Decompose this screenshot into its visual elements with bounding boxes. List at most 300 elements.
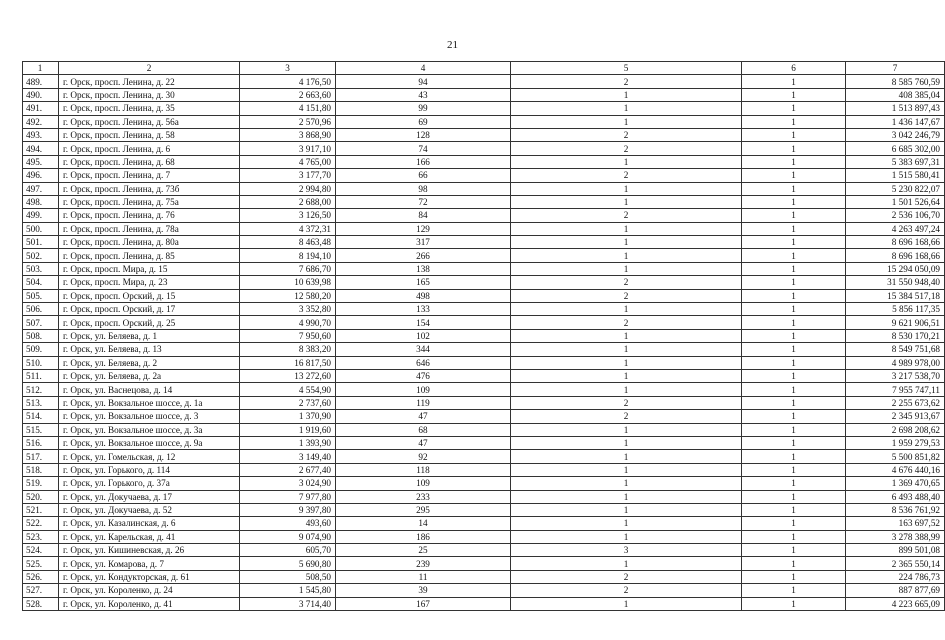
cell-count-6: 1 [742,209,846,222]
cell-area: 5 690,80 [240,557,336,570]
cell-residents: 72 [336,195,511,208]
cell-count-6: 1 [742,544,846,557]
cell-count-5: 1 [511,436,742,449]
column-header-2: 2 [59,62,240,75]
cell-count-6: 1 [742,343,846,356]
cell-area: 10 639,98 [240,276,336,289]
cell-area: 4 151,80 [240,102,336,115]
cell-residents: 266 [336,249,511,262]
cell-row-number: 528. [23,597,59,610]
cell-count-6: 1 [742,195,846,208]
cell-residents: 11 [336,570,511,583]
cell-count-5: 1 [511,195,742,208]
cell-count-6: 1 [742,262,846,275]
cell-count-6: 1 [742,503,846,516]
cell-address: г. Орск, просп. Ленина, д. 6 [59,142,240,155]
cell-amount: 163 697,52 [846,517,945,530]
cell-row-number: 492. [23,115,59,128]
cell-area: 9 397,80 [240,503,336,516]
cell-address: г. Орск, просп. Орский, д. 25 [59,316,240,329]
cell-address: г. Орск, ул. Кишиневская, д. 26 [59,544,240,557]
table-body [23,75,945,611]
cell-address: г. Орск, ул. Горького, д. 37а [59,477,240,490]
cell-count-6: 1 [742,463,846,476]
cell-area: 2 737,60 [240,396,336,409]
cell-residents: 47 [336,410,511,423]
cell-area: 4 765,00 [240,155,336,168]
cell-residents: 109 [336,383,511,396]
cell-count-5: 2 [511,75,742,88]
cell-residents: 98 [336,182,511,195]
table-row [23,423,945,436]
cell-residents: 317 [336,236,511,249]
cell-address: г. Орск, просп. Ленина, д. 73б [59,182,240,195]
cell-count-5: 1 [511,463,742,476]
cell-area: 2 570,96 [240,115,336,128]
cell-amount: 5 383 697,31 [846,155,945,168]
cell-area: 2 663,60 [240,88,336,101]
cell-row-number: 506. [23,303,59,316]
cell-address: г. Орск, ул. Вокзальное шоссе, д. 9а [59,436,240,449]
cell-row-number: 504. [23,276,59,289]
cell-area: 4 176,50 [240,75,336,88]
column-header-1: 1 [23,62,59,75]
cell-area: 16 817,50 [240,356,336,369]
cell-count-5: 1 [511,450,742,463]
cell-area: 7 686,70 [240,262,336,275]
table-row [23,597,945,610]
cell-row-number: 503. [23,262,59,275]
cell-row-number: 526. [23,570,59,583]
cell-count-5: 1 [511,182,742,195]
cell-count-6: 1 [742,249,846,262]
cell-residents: 154 [336,316,511,329]
cell-residents: 344 [336,343,511,356]
cell-address: г. Орск, просп. Орский, д. 17 [59,303,240,316]
cell-row-number: 511. [23,369,59,382]
cell-count-5: 1 [511,155,742,168]
cell-address: г. Орск, ул. Вокзальное шоссе, д. 3а [59,423,240,436]
cell-address: г. Орск, просп. Ленина, д. 35 [59,102,240,115]
cell-count-6: 1 [742,490,846,503]
cell-address: г. Орск, просп. Ленина, д. 22 [59,75,240,88]
cell-area: 2 688,00 [240,195,336,208]
cell-row-number: 500. [23,222,59,235]
cell-amount: 7 955 747,11 [846,383,945,396]
cell-residents: 14 [336,517,511,530]
cell-count-5: 2 [511,142,742,155]
table-row [23,584,945,597]
cell-amount: 8 530 170,21 [846,329,945,342]
table-row [23,544,945,557]
cell-address: г. Орск, просп. Ленина, д. 68 [59,155,240,168]
cell-count-6: 1 [742,396,846,409]
cell-row-number: 509. [23,343,59,356]
cell-count-6: 1 [742,303,846,316]
cell-row-number: 515. [23,423,59,436]
cell-amount: 1 436 147,67 [846,115,945,128]
cell-area: 4 372,31 [240,222,336,235]
cell-residents: 295 [336,503,511,516]
cell-address: г. Орск, просп. Ленина, д. 78а [59,222,240,235]
cell-area: 1 393,90 [240,436,336,449]
cell-count-6: 1 [742,182,846,195]
table-row [23,450,945,463]
cell-count-5: 1 [511,249,742,262]
cell-residents: 43 [336,88,511,101]
table-row [23,490,945,503]
cell-residents: 233 [336,490,511,503]
cell-count-5: 1 [511,383,742,396]
cell-count-5: 1 [511,530,742,543]
cell-amount: 1 513 897,43 [846,102,945,115]
cell-count-6: 1 [742,436,846,449]
table-row [23,356,945,369]
cell-row-number: 491. [23,102,59,115]
cell-area: 508,50 [240,570,336,583]
cell-address: г. Орск, ул. Карельская, д. 41 [59,530,240,543]
cell-area: 2 994,80 [240,182,336,195]
table-row [23,142,945,155]
cell-amount: 408 385,04 [846,88,945,101]
cell-amount: 9 621 906,51 [846,316,945,329]
cell-count-6: 1 [742,517,846,530]
cell-residents: 66 [336,169,511,182]
cell-amount: 6 493 488,40 [846,490,945,503]
table-row [23,383,945,396]
cell-area: 4 554,90 [240,383,336,396]
cell-count-6: 1 [742,142,846,155]
table-row [23,182,945,195]
cell-count-5: 1 [511,477,742,490]
table-row [23,75,945,88]
cell-residents: 119 [336,396,511,409]
cell-row-number: 505. [23,289,59,302]
cell-residents: 69 [336,115,511,128]
cell-area: 3 126,50 [240,209,336,222]
cell-address: г. Орск, ул. Горького, д. 114 [59,463,240,476]
table-row [23,517,945,530]
cell-row-number: 514. [23,410,59,423]
cell-address: г. Орск, ул. Короленко, д. 41 [59,597,240,610]
cell-address: г. Орск, ул. Кондукторская, д. 61 [59,570,240,583]
cell-amount: 3 278 388,99 [846,530,945,543]
table-row [23,570,945,583]
table-row [23,477,945,490]
table-row [23,316,945,329]
table-row [23,396,945,409]
column-header-3: 3 [240,62,336,75]
cell-residents: 138 [336,262,511,275]
cell-row-number: 495. [23,155,59,168]
header-row [23,62,945,75]
cell-amount: 8 549 751,68 [846,343,945,356]
column-header-7: 7 [846,62,945,75]
cell-count-6: 1 [742,289,846,302]
cell-area: 8 383,20 [240,343,336,356]
column-header-6: 6 [742,62,846,75]
cell-address: г. Орск, просп. Ленина, д. 75а [59,195,240,208]
cell-count-6: 1 [742,155,846,168]
cell-amount: 5 500 851,82 [846,450,945,463]
cell-row-number: 497. [23,182,59,195]
cell-count-5: 1 [511,115,742,128]
cell-residents: 476 [336,369,511,382]
cell-amount: 1 959 279,53 [846,436,945,449]
cell-area: 3 868,90 [240,128,336,141]
cell-count-5: 1 [511,423,742,436]
table-row [23,303,945,316]
cell-count-5: 1 [511,356,742,369]
table-row [23,369,945,382]
cell-count-6: 1 [742,75,846,88]
table-row [23,262,945,275]
table-row [23,222,945,235]
cell-row-number: 499. [23,209,59,222]
cell-amount: 3 217 538,70 [846,369,945,382]
cell-address: г. Орск, просп. Орский, д. 15 [59,289,240,302]
cell-amount: 3 042 246,79 [846,128,945,141]
cell-area: 605,70 [240,544,336,557]
cell-count-6: 1 [742,316,846,329]
cell-count-5: 1 [511,88,742,101]
cell-count-5: 1 [511,597,742,610]
cell-row-number: 517. [23,450,59,463]
cell-area: 3 714,40 [240,597,336,610]
cell-area: 3 024,90 [240,477,336,490]
table-row [23,88,945,101]
cell-area: 2 677,40 [240,463,336,476]
cell-residents: 118 [336,463,511,476]
cell-count-5: 2 [511,584,742,597]
cell-amount: 31 550 948,40 [846,276,945,289]
cell-amount: 2 698 208,62 [846,423,945,436]
cell-row-number: 519. [23,477,59,490]
table-row [23,503,945,516]
cell-residents: 68 [336,423,511,436]
cell-count-5: 1 [511,222,742,235]
cell-count-6: 1 [742,410,846,423]
cell-count-6: 1 [742,383,846,396]
cell-amount: 1 515 580,41 [846,169,945,182]
cell-amount: 8 696 168,66 [846,249,945,262]
cell-address: г. Орск, ул. Гомельская, д. 12 [59,450,240,463]
cell-count-5: 2 [511,276,742,289]
cell-count-5: 1 [511,262,742,275]
cell-residents: 74 [336,142,511,155]
page-number: 21 [447,39,458,51]
cell-residents: 47 [336,436,511,449]
cell-address: г. Орск, ул. Короленко, д. 24 [59,584,240,597]
cell-address: г. Орск, просп. Ленина, д. 80а [59,236,240,249]
cell-address: г. Орск, просп. Ленина, д. 30 [59,88,240,101]
column-header-4: 4 [336,62,511,75]
cell-row-number: 507. [23,316,59,329]
table-row [23,128,945,141]
table-row [23,169,945,182]
cell-count-6: 1 [742,128,846,141]
cell-count-5: 1 [511,236,742,249]
cell-count-5: 1 [511,329,742,342]
cell-count-6: 1 [742,450,846,463]
cell-amount: 8 585 760,59 [846,75,945,88]
cell-address: г. Орск, просп. Мира, д. 15 [59,262,240,275]
column-header-5: 5 [511,62,742,75]
cell-count-5: 1 [511,303,742,316]
table-row [23,530,945,543]
cell-count-5: 1 [511,517,742,530]
table-row [23,343,945,356]
cell-amount: 15 294 050,09 [846,262,945,275]
cell-count-5: 2 [511,570,742,583]
table-row [23,249,945,262]
cell-count-5: 3 [511,544,742,557]
cell-row-number: 518. [23,463,59,476]
cell-count-6: 1 [742,169,846,182]
cell-address: г. Орск, просп. Мира, д. 23 [59,276,240,289]
cell-address: г. Орск, просп. Ленина, д. 56а [59,115,240,128]
cell-count-6: 1 [742,222,846,235]
cell-count-6: 1 [742,102,846,115]
cell-area: 13 272,60 [240,369,336,382]
cell-residents: 498 [336,289,511,302]
cell-count-5: 1 [511,369,742,382]
cell-count-6: 1 [742,584,846,597]
cell-area: 1 919,60 [240,423,336,436]
table-row [23,436,945,449]
cell-row-number: 490. [23,88,59,101]
cell-residents: 166 [336,155,511,168]
cell-area: 3 149,40 [240,450,336,463]
cell-amount: 899 501,08 [846,544,945,557]
register-table [22,61,945,611]
cell-address: г. Орск, ул. Беляева, д. 13 [59,343,240,356]
table-row [23,155,945,168]
cell-count-6: 1 [742,329,846,342]
cell-address: г. Орск, просп. Ленина, д. 58 [59,128,240,141]
cell-count-6: 1 [742,477,846,490]
cell-amount: 8 536 761,92 [846,503,945,516]
cell-count-5: 1 [511,102,742,115]
cell-row-number: 493. [23,128,59,141]
cell-count-6: 1 [742,276,846,289]
cell-row-number: 520. [23,490,59,503]
cell-area: 7 950,60 [240,329,336,342]
cell-count-6: 1 [742,356,846,369]
cell-count-6: 1 [742,88,846,101]
cell-residents: 239 [336,557,511,570]
cell-count-6: 1 [742,557,846,570]
cell-count-5: 1 [511,343,742,356]
cell-count-5: 1 [511,557,742,570]
table-row [23,329,945,342]
cell-row-number: 496. [23,169,59,182]
cell-residents: 25 [336,544,511,557]
table-row [23,463,945,476]
cell-row-number: 489. [23,75,59,88]
cell-area: 3 352,80 [240,303,336,316]
cell-count-6: 1 [742,115,846,128]
cell-row-number: 522. [23,517,59,530]
cell-address: г. Орск, ул. Казалинская, д. 6 [59,517,240,530]
cell-count-6: 1 [742,369,846,382]
cell-amount: 2 365 550,14 [846,557,945,570]
cell-residents: 84 [336,209,511,222]
cell-area: 12 580,20 [240,289,336,302]
cell-row-number: 524. [23,544,59,557]
cell-area: 8 463,48 [240,236,336,249]
cell-area: 8 194,10 [240,249,336,262]
cell-area: 1 370,90 [240,410,336,423]
cell-row-number: 521. [23,503,59,516]
cell-count-5: 2 [511,396,742,409]
cell-amount: 224 786,73 [846,570,945,583]
cell-row-number: 510. [23,356,59,369]
cell-residents: 109 [336,477,511,490]
cell-row-number: 516. [23,436,59,449]
table-row [23,276,945,289]
cell-amount: 5 230 822,07 [846,182,945,195]
cell-area: 4 990,70 [240,316,336,329]
cell-amount: 2 345 913,67 [846,410,945,423]
table-row [23,115,945,128]
cell-count-5: 1 [511,503,742,516]
cell-amount: 4 676 440,16 [846,463,945,476]
cell-amount: 6 685 302,00 [846,142,945,155]
table-row [23,289,945,302]
cell-amount: 4 263 497,24 [846,222,945,235]
cell-area: 9 074,90 [240,530,336,543]
cell-area: 3 917,10 [240,142,336,155]
cell-amount: 8 696 168,66 [846,236,945,249]
cell-address: г. Орск, просп. Ленина, д. 76 [59,209,240,222]
cell-count-6: 1 [742,597,846,610]
cell-row-number: 512. [23,383,59,396]
cell-amount: 5 856 117,35 [846,303,945,316]
cell-residents: 94 [336,75,511,88]
cell-address: г. Орск, ул. Комарова, д. 7 [59,557,240,570]
cell-residents: 92 [336,450,511,463]
cell-amount: 2 255 673,62 [846,396,945,409]
cell-row-number: 525. [23,557,59,570]
cell-count-6: 1 [742,570,846,583]
cell-residents: 186 [336,530,511,543]
cell-address: г. Орск, ул. Беляева, д. 2 [59,356,240,369]
cell-count-5: 1 [511,490,742,503]
cell-residents: 128 [336,128,511,141]
cell-amount: 4 223 665,09 [846,597,945,610]
cell-address: г. Орск, ул. Докучаева, д. 52 [59,503,240,516]
table-row [23,102,945,115]
cell-row-number: 523. [23,530,59,543]
cell-residents: 133 [336,303,511,316]
cell-address: г. Орск, ул. Докучаева, д. 17 [59,490,240,503]
cell-count-5: 2 [511,316,742,329]
cell-row-number: 498. [23,195,59,208]
cell-amount: 887 877,69 [846,584,945,597]
cell-residents: 129 [336,222,511,235]
cell-row-number: 494. [23,142,59,155]
cell-amount: 1 369 470,65 [846,477,945,490]
cell-amount: 4 989 978,00 [846,356,945,369]
cell-residents: 102 [336,329,511,342]
cell-amount: 15 384 517,18 [846,289,945,302]
table-row [23,557,945,570]
cell-residents: 39 [336,584,511,597]
cell-address: г. Орск, ул. Беляева, д. 2а [59,369,240,382]
cell-area: 1 545,80 [240,584,336,597]
cell-count-5: 2 [511,410,742,423]
